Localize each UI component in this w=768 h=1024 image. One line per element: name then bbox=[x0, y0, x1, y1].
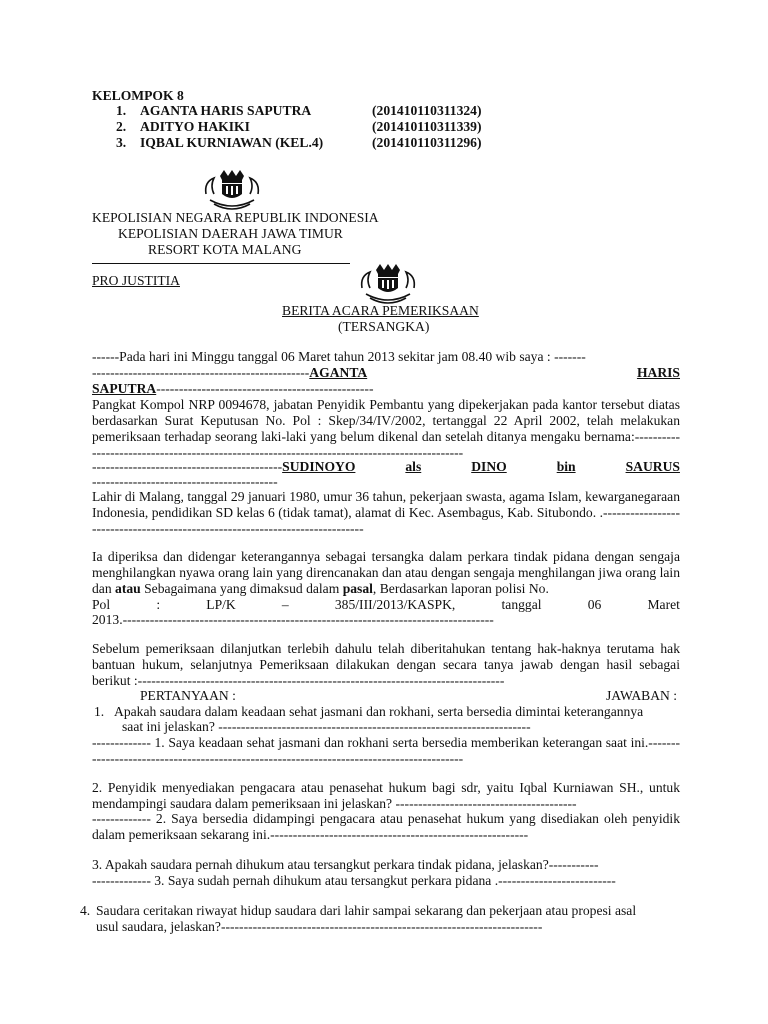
opening-dashes: ------------------------------------------------ bbox=[92, 365, 310, 380]
charge-bold-pasal: pasal bbox=[342, 581, 373, 596]
question-1-line-2: saat ini jelaskan? --------------------------------------------------------------------- bbox=[122, 719, 531, 734]
institution-line-2: KEPOLISIAN DAERAH JAWA TIMUR bbox=[118, 226, 343, 241]
institution-line-3: RESORT KOTA MALANG bbox=[148, 242, 302, 257]
examiner-first-name: AGANTA bbox=[309, 365, 368, 380]
report-cell: tanggal bbox=[501, 597, 542, 612]
group-title: KELOMPOK 8 bbox=[92, 88, 184, 103]
member-1-id: (201410110311324) bbox=[372, 103, 482, 118]
suspect-dashes-after: ----------------------------------------- bbox=[92, 474, 278, 489]
member-3-name: IQBAL KURNIAWAN (KEL.4) bbox=[140, 135, 324, 150]
pro-justitia: PRO JUSTITIA bbox=[92, 273, 180, 288]
member-3-num: 3. bbox=[116, 135, 127, 150]
charge-text-3: , Berdasarkan laporan polisi No. bbox=[372, 581, 549, 596]
question-4-num: 4. bbox=[80, 903, 91, 918]
question-4-line-2: usul saudara, jelaskan?----------------------------------------------------------------------- bbox=[96, 919, 543, 934]
question-header: PERTANYAAN : bbox=[140, 688, 236, 703]
suspect-name-line bbox=[92, 459, 680, 475]
report-cell: – bbox=[281, 597, 289, 612]
member-2-num: 2. bbox=[116, 119, 127, 134]
charge-text-1: Ia diperiksa dan didengar keterangannya sebagai tersangka dalam perkara tindak pidana dengan sengaja menghilangkan nyawa orang lain yang direncanakan dan atau dengan sengaja menghilangan jiwa orang lain dan bbox=[92, 549, 680, 596]
examiner-last-name: SAPUTRA bbox=[92, 381, 157, 396]
question-1-line-1: Apakah saudara dalam keadaan sehat jasmani dan rokhani, serta bersedia dimintai keterangannya bbox=[114, 704, 644, 719]
suspect-name-4: bin bbox=[556, 459, 576, 474]
opening-line-1: ------Pada hari ini Minggu tanggal 06 Maret tahun 2013 sekitar jam 08.40 wib saya : ------- bbox=[92, 349, 586, 364]
member-1-name: AGANTA HARIS SAPUTRA bbox=[140, 103, 312, 118]
biography-paragraph: Lahir di Malang, tanggal 29 januari 1980, umur 36 tahun, pekerjaan swasta, agama Islam, kewarganegaraan Indonesia, pendidikan SD kelas 6 (tidak tamat), alamat di Kec. Asembagus, Kab. Situbondo. .----------------------------------------------------------------------------- bbox=[92, 489, 680, 536]
suspect-name-2: als bbox=[405, 459, 422, 474]
question-4-line-1: Saudara ceritakan riwayat hidup saudara dari lahir sampai sekarang dan pekerjaan atau propesi asal bbox=[96, 903, 637, 918]
institution-line-1: KEPOLISIAN NEGARA REPUBLIK INDONESIA bbox=[92, 210, 379, 225]
opening-paragraph: Pangkat Kompol NRP 0094678, jabatan Penyidik Pembantu yang dipekerjakan pada kantor tersebut diatas berdasarkan Surat Keputusan No. Pol : Skep/34/IV/2002, tertanggal 22 April 2002, telah melakukan pemeriksaan terhadap seorang laki-laki yang belum dikenal dan setelah ditanya mengaku bernama:-------------------------------------------------------------------------------------------- bbox=[92, 397, 680, 460]
report-cell: : bbox=[156, 597, 161, 612]
police-emblem-icon bbox=[356, 262, 420, 306]
answer-3: ------------- 3. Saya sudah pernah dihukum atau tersangkut perkara pidana .-------------------------- bbox=[92, 873, 616, 888]
charge-report-line bbox=[92, 597, 680, 613]
report-cell: LP/K bbox=[206, 597, 236, 612]
report-cell: Maret bbox=[647, 597, 680, 612]
report-cell: 06 bbox=[587, 597, 602, 612]
suspect-name-3: DINO bbox=[471, 459, 507, 474]
member-2-name: ADITYO HAKIKI bbox=[140, 119, 250, 134]
opening-line-3-dashes: ------------------------------------------------ bbox=[156, 381, 374, 396]
question-3: 3. Apakah saudara pernah dihukum atau tersangkut perkara tindak pidana, jelaskan?----------- bbox=[92, 857, 599, 872]
charge-paragraph bbox=[92, 549, 680, 597]
charge-end: 2013.---------------------------------------------------------------------------------- bbox=[92, 612, 494, 627]
report-cell: Pol bbox=[92, 597, 111, 612]
member-2-id: (201410110311339) bbox=[372, 119, 482, 134]
document-title: BERITA ACARA PEMERIKSAAN bbox=[282, 303, 479, 318]
opening-line-3 bbox=[92, 381, 374, 397]
suspect-name-5: SAURUS bbox=[625, 459, 680, 474]
police-emblem-icon bbox=[200, 168, 264, 212]
rights-paragraph: Sebelum pemeriksaan dilanjutkan terlebih dahulu telah diberitahukan tentang hak-haknya terutama hak bantuan hukum, selanjutnya Pemeriksaan dilakukan dengan secara tanya jawab dengan hasil sebagai berikut :--------------------------------------------------------------------------------- bbox=[92, 641, 680, 688]
report-cell: 385/III/2013/KASPK, bbox=[334, 597, 456, 612]
suspect-name-1: SUDINOYO bbox=[282, 459, 356, 474]
question-1-num: 1. bbox=[94, 704, 105, 719]
answer-1: ------------- 1. Saya keadaan sehat jasmani dan rokhani serta bersedia memberikan keterangan saat ini.----------------------------------------------------------------------------------------- bbox=[92, 735, 680, 766]
opening-line-2 bbox=[92, 365, 680, 381]
document-subtitle: (TERSANGKA) bbox=[338, 319, 430, 334]
suspect-dashes: ------------------------------------------ bbox=[92, 459, 283, 474]
member-3-id: (201410110311296) bbox=[372, 135, 482, 150]
answer-2: ------------- 2. Saya bersedia didampingi pengacara atau penasehat hukum yang disediakan oleh penyidik dalam pemeriksaan sekarang ini.--------------------------------------------------------- bbox=[92, 811, 680, 842]
header-divider bbox=[92, 263, 350, 264]
examiner-middle-name: HARIS bbox=[636, 365, 680, 380]
member-1-num: 1. bbox=[116, 103, 127, 118]
charge-bold-atau: atau bbox=[115, 581, 141, 596]
answer-header: JAWABAN : bbox=[606, 688, 678, 703]
question-2: 2. Penyidik menyediakan pengacara atau penasehat hukum bagi sdr, yaitu Iqbal Kurniawan SH., untuk mendampingi saudara dalam pemeriksaan ini jelaskan? ---------------------------------------- bbox=[92, 780, 680, 811]
charge-text-2: Sebagaimana yang dimaksud dalam bbox=[140, 581, 343, 596]
